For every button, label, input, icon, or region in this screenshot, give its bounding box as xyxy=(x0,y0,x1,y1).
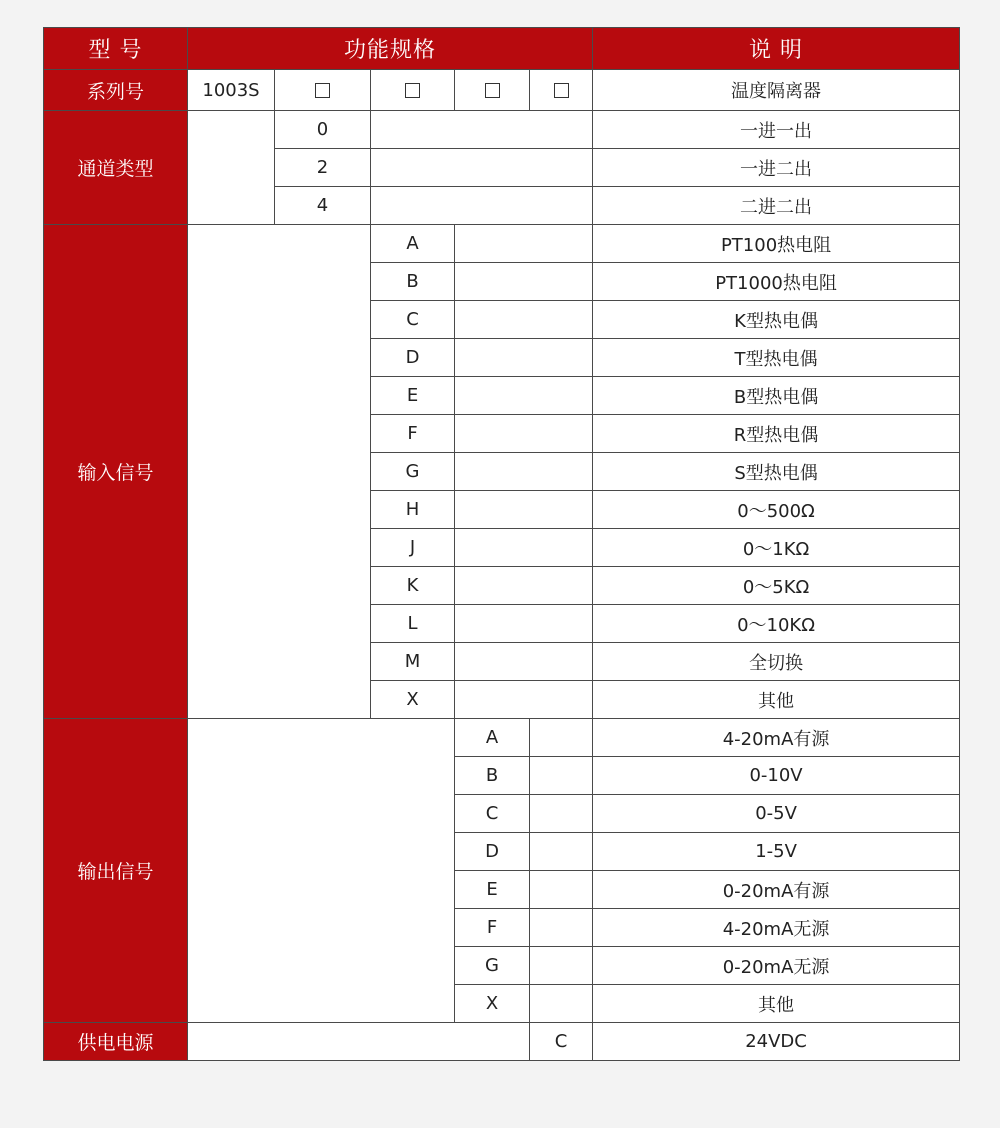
output-label: 输出信号 xyxy=(44,719,188,1023)
output-code: E xyxy=(455,871,530,909)
input-spacer xyxy=(455,301,593,339)
channel-code: 0 xyxy=(275,111,371,149)
input-description: PT1000热电阻 xyxy=(593,263,960,301)
input-description: 0～1KΩ xyxy=(593,529,960,567)
input-description: R型热电偶 xyxy=(593,415,960,453)
output-spacer xyxy=(530,871,593,909)
input-description: K型热电偶 xyxy=(593,301,960,339)
empty-square-icon xyxy=(315,83,330,98)
input-spacer xyxy=(455,643,593,681)
input-code: D xyxy=(371,339,455,377)
input-description: 0～10KΩ xyxy=(593,605,960,643)
input-description: T型热电偶 xyxy=(593,339,960,377)
input-spacer xyxy=(455,225,593,263)
input-spacer xyxy=(455,377,593,415)
output-spacer xyxy=(530,719,593,757)
input-description: 其他 xyxy=(593,681,960,719)
output-spacer xyxy=(530,985,593,1023)
empty-square-icon xyxy=(405,83,420,98)
input-code: F xyxy=(371,415,455,453)
input-code: E xyxy=(371,377,455,415)
input-spacer xyxy=(455,453,593,491)
channel-description: 一进二出 xyxy=(593,149,960,187)
output-spacer xyxy=(530,795,593,833)
output-blank xyxy=(188,719,455,1023)
output-code: G xyxy=(455,947,530,985)
empty-square-icon xyxy=(554,83,569,98)
input-code: H xyxy=(371,491,455,529)
input-description: 0～500Ω xyxy=(593,491,960,529)
input-description: S型热电偶 xyxy=(593,453,960,491)
channel-code: 2 xyxy=(275,149,371,187)
placeholder-output xyxy=(455,70,530,111)
channel-blank xyxy=(188,111,275,225)
output-description: 其他 xyxy=(593,985,960,1023)
input-spacer xyxy=(455,605,593,643)
output-description: 0-10V xyxy=(593,757,960,795)
output-description: 0-20mA无源 xyxy=(593,947,960,985)
channel-description: 一进一出 xyxy=(593,111,960,149)
series-label: 系列号 xyxy=(44,70,188,111)
header-row xyxy=(44,28,960,70)
input-spacer xyxy=(455,263,593,301)
power-row xyxy=(44,1023,960,1061)
output-description: 4-20mA无源 xyxy=(593,909,960,947)
output-code: F xyxy=(455,909,530,947)
input-code: A xyxy=(371,225,455,263)
output-row xyxy=(44,719,960,757)
input-code: L xyxy=(371,605,455,643)
channel-spacer xyxy=(371,111,593,149)
output-code: A xyxy=(455,719,530,757)
input-row xyxy=(44,225,960,263)
channel-label: 通道类型 xyxy=(44,111,188,225)
input-code: K xyxy=(371,567,455,605)
output-description: 0-20mA有源 xyxy=(593,871,960,909)
input-description: PT100热电阻 xyxy=(593,225,960,263)
output-description: 4-20mA有源 xyxy=(593,719,960,757)
series-description: 温度隔离器 xyxy=(593,70,960,111)
input-spacer xyxy=(455,681,593,719)
output-description: 1-5V xyxy=(593,833,960,871)
input-description: 全切换 xyxy=(593,643,960,681)
power-code: C xyxy=(530,1023,593,1061)
placeholder-power xyxy=(530,70,593,111)
output-spacer xyxy=(530,947,593,985)
power-blank xyxy=(188,1023,530,1061)
output-code: C xyxy=(455,795,530,833)
power-label: 供电电源 xyxy=(44,1023,188,1061)
input-code: C xyxy=(371,301,455,339)
input-code: G xyxy=(371,453,455,491)
series-code: 1003S xyxy=(188,70,275,111)
model-spec-table xyxy=(43,27,960,1061)
header-description: 说 明 xyxy=(593,28,960,70)
output-spacer xyxy=(530,833,593,871)
channel-row xyxy=(44,111,960,149)
output-spacer xyxy=(530,757,593,795)
header-model: 型 号 xyxy=(44,28,188,70)
input-code: B xyxy=(371,263,455,301)
output-description: 0-5V xyxy=(593,795,960,833)
output-spacer xyxy=(530,909,593,947)
input-label: 输入信号 xyxy=(44,225,188,719)
input-code: J xyxy=(371,529,455,567)
channel-spacer xyxy=(371,149,593,187)
input-description: 0～5KΩ xyxy=(593,567,960,605)
placeholder-input xyxy=(371,70,455,111)
output-code: D xyxy=(455,833,530,871)
header-function: 功能规格 xyxy=(188,28,593,70)
input-code: M xyxy=(371,643,455,681)
input-blank xyxy=(188,225,371,719)
input-spacer xyxy=(455,415,593,453)
channel-description: 二进二出 xyxy=(593,187,960,225)
input-code: X xyxy=(371,681,455,719)
input-description: B型热电偶 xyxy=(593,377,960,415)
series-row xyxy=(44,70,960,111)
input-spacer xyxy=(455,491,593,529)
power-description: 24VDC xyxy=(593,1023,960,1061)
channel-code: 4 xyxy=(275,187,371,225)
empty-square-icon xyxy=(485,83,500,98)
input-spacer xyxy=(455,567,593,605)
channel-spacer xyxy=(371,187,593,225)
output-code: B xyxy=(455,757,530,795)
output-code: X xyxy=(455,985,530,1023)
placeholder-channel xyxy=(275,70,371,111)
input-spacer xyxy=(455,529,593,567)
input-spacer xyxy=(455,339,593,377)
